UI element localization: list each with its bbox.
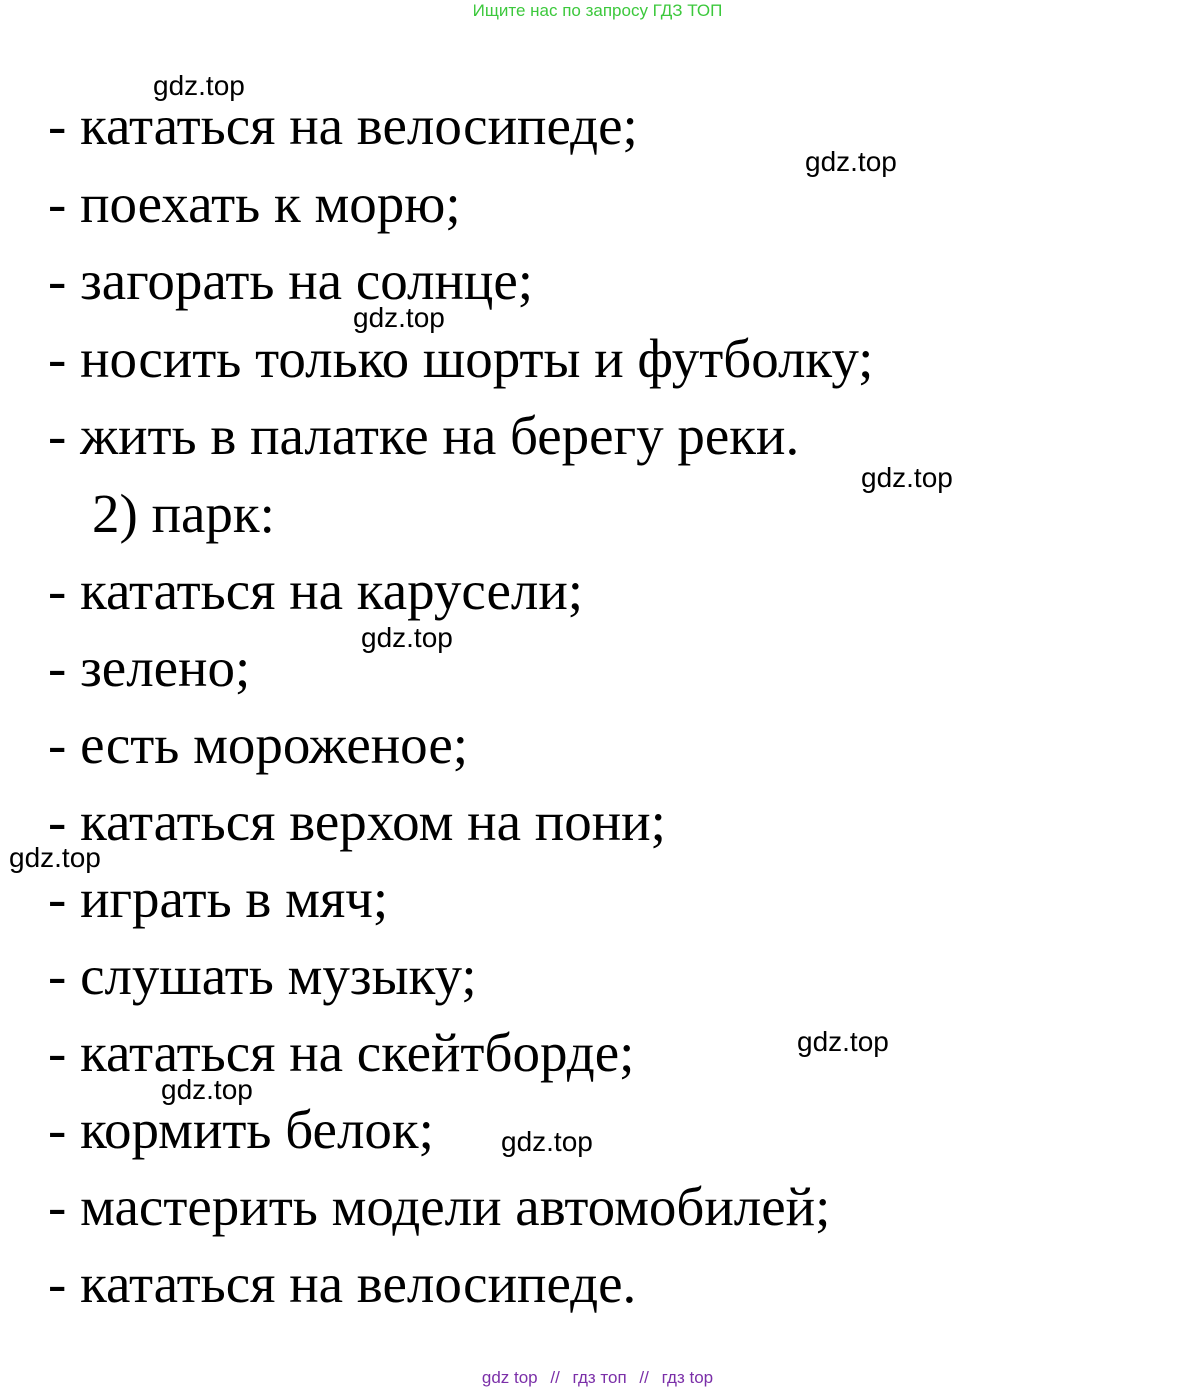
- watermark: gdz.top: [161, 1074, 253, 1105]
- footer-separator: //: [639, 1368, 649, 1387]
- list-item: - кататься на велосипеде.: [48, 1253, 637, 1314]
- watermark: gdz.top: [353, 302, 445, 333]
- list-item: - зелено;: [48, 637, 251, 698]
- list-item: - носить только шорты и футболку;: [48, 328, 874, 389]
- top-banner: Ищите нас по запросу ГДЗ ТОП: [472, 1, 723, 20]
- list-item: - мастерить модели автомобилей;: [48, 1176, 831, 1237]
- list-item: - поехать к морю;: [48, 173, 461, 234]
- list-item: - кататься на велосипеде;: [48, 95, 638, 156]
- footer-link[interactable]: gdz top: [481, 1368, 538, 1387]
- footer-link[interactable]: гдз top: [661, 1368, 714, 1387]
- list-item: - жить в палатке на берегу реки.: [48, 405, 800, 466]
- footer-separator: //: [550, 1368, 560, 1387]
- watermark: gdz.top: [797, 1026, 889, 1057]
- watermark: gdz.top: [501, 1126, 593, 1157]
- watermark: gdz.top: [9, 842, 101, 873]
- list-item: - кататься на карусели;: [48, 560, 584, 621]
- footer-link[interactable]: гдз топ: [572, 1368, 627, 1387]
- footer: [0, 1368, 1195, 1388]
- watermark: gdz.top: [861, 462, 953, 493]
- list-item: - кататься верхом на пони;: [48, 791, 666, 852]
- list-item: - слушать музыку;: [48, 945, 477, 1006]
- list-item: - кормить белок;: [48, 1099, 434, 1160]
- list-item: - играть в мяч;: [48, 868, 389, 929]
- list-item: - есть мороженое;: [48, 714, 469, 775]
- list-item: - загорать на солнце;: [48, 250, 534, 311]
- watermark: gdz.top: [805, 146, 897, 177]
- section-heading-park: 2) парк:: [92, 483, 275, 544]
- watermark: gdz.top: [153, 70, 245, 101]
- list-item: - кататься на скейтборде;: [48, 1022, 635, 1083]
- watermark: gdz.top: [361, 622, 453, 653]
